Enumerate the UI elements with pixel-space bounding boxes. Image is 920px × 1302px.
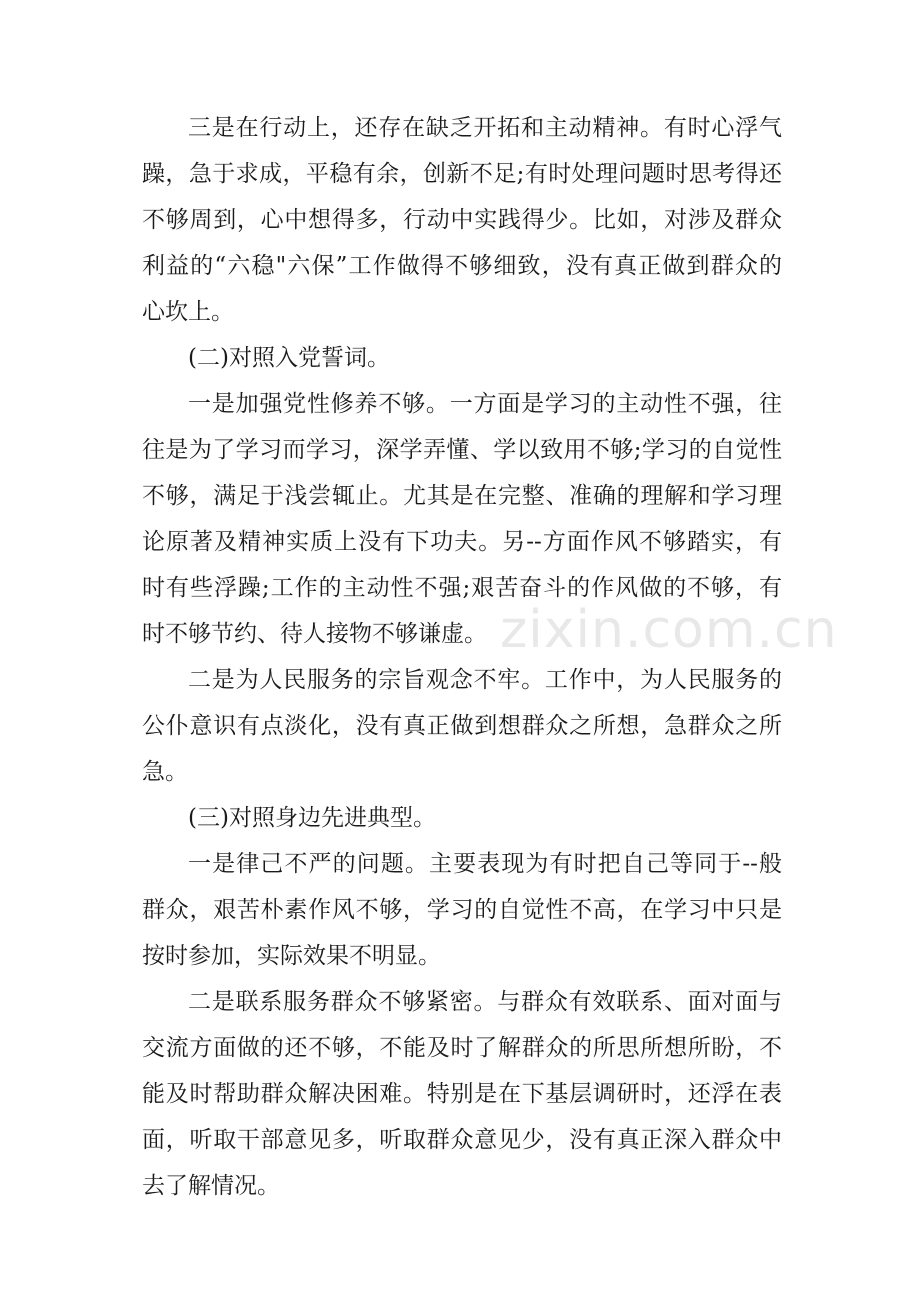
text-line: 群众，艰苦朴素作风不够，学习的自觉性不高，在学习中只是 [142,897,782,923]
text-line: 躁，急于求成，平稳有余，创新不足;有时处理问题时思考得还 [142,161,782,187]
text-line: 二是联系服务群众不够紧密。与群众有效联系、面对面与 [188,989,782,1015]
text-line: 论原著及精神实质上没有下功夫。另--方面作风不够踏实，有 [142,529,782,555]
text-line: 往是为了学习而学习，深学弄懂、学以致用不够;学习的自觉性 [142,437,782,463]
text-line: 三是在行动上，还存在缺乏开拓和主动精神。有时心浮气 [188,115,782,141]
text-line: 一是律己不严的问题。主要表现为有时把自己等同于--般 [188,851,782,877]
section-heading: (三)对照身边先进典型。 [188,805,436,831]
text-line: 时不够节约、待人接物不够谦虚。 [142,621,487,647]
text-line: 交流方面做的还不够，不能及时了解群众的所思所想所盼，不 [142,1035,782,1061]
text-line: 利益的“六稳"六保”工作做得不够细致，没有真正做到群众的 [142,253,782,279]
text-line: 面，听取干部意见多，听取群众意见少，没有真正深入群众中 [142,1127,782,1153]
text-line: 急。 [142,759,188,785]
text-line: 不够周到，心中想得多，行动中实践得少。比如，对涉及群众 [142,207,782,233]
text-line: 公仆意识有点淡化，没有真正做到想群众之所想，急群众之所 [142,713,782,739]
watermark: zixin.com.cn [500,600,838,660]
text-line: 一是加强党性修养不够。一方面是学习的主动性不强，往 [188,391,782,417]
text-line: 不够，满足于浅尝辄止。尤其是在完整、准确的理解和学习理 [142,483,782,509]
text-line: 去了解情况。 [142,1173,280,1199]
section-heading: (二)对照入党誓词。 [188,345,390,371]
text-line: 心坎上。 [142,299,234,325]
text-line: 时有些浮躁;工作的主动性不强;艰苦奋斗的作风做的不够，有 [142,575,782,601]
text-line: 按时参加，实际效果不明显。 [142,943,441,969]
text-line: 能及时帮助群众解决困难。特别是在下基层调研时，还浮在表 [142,1081,782,1107]
text-line: 二是为人民服务的宗旨观念不牢。工作中，为人民服务的 [188,667,782,693]
